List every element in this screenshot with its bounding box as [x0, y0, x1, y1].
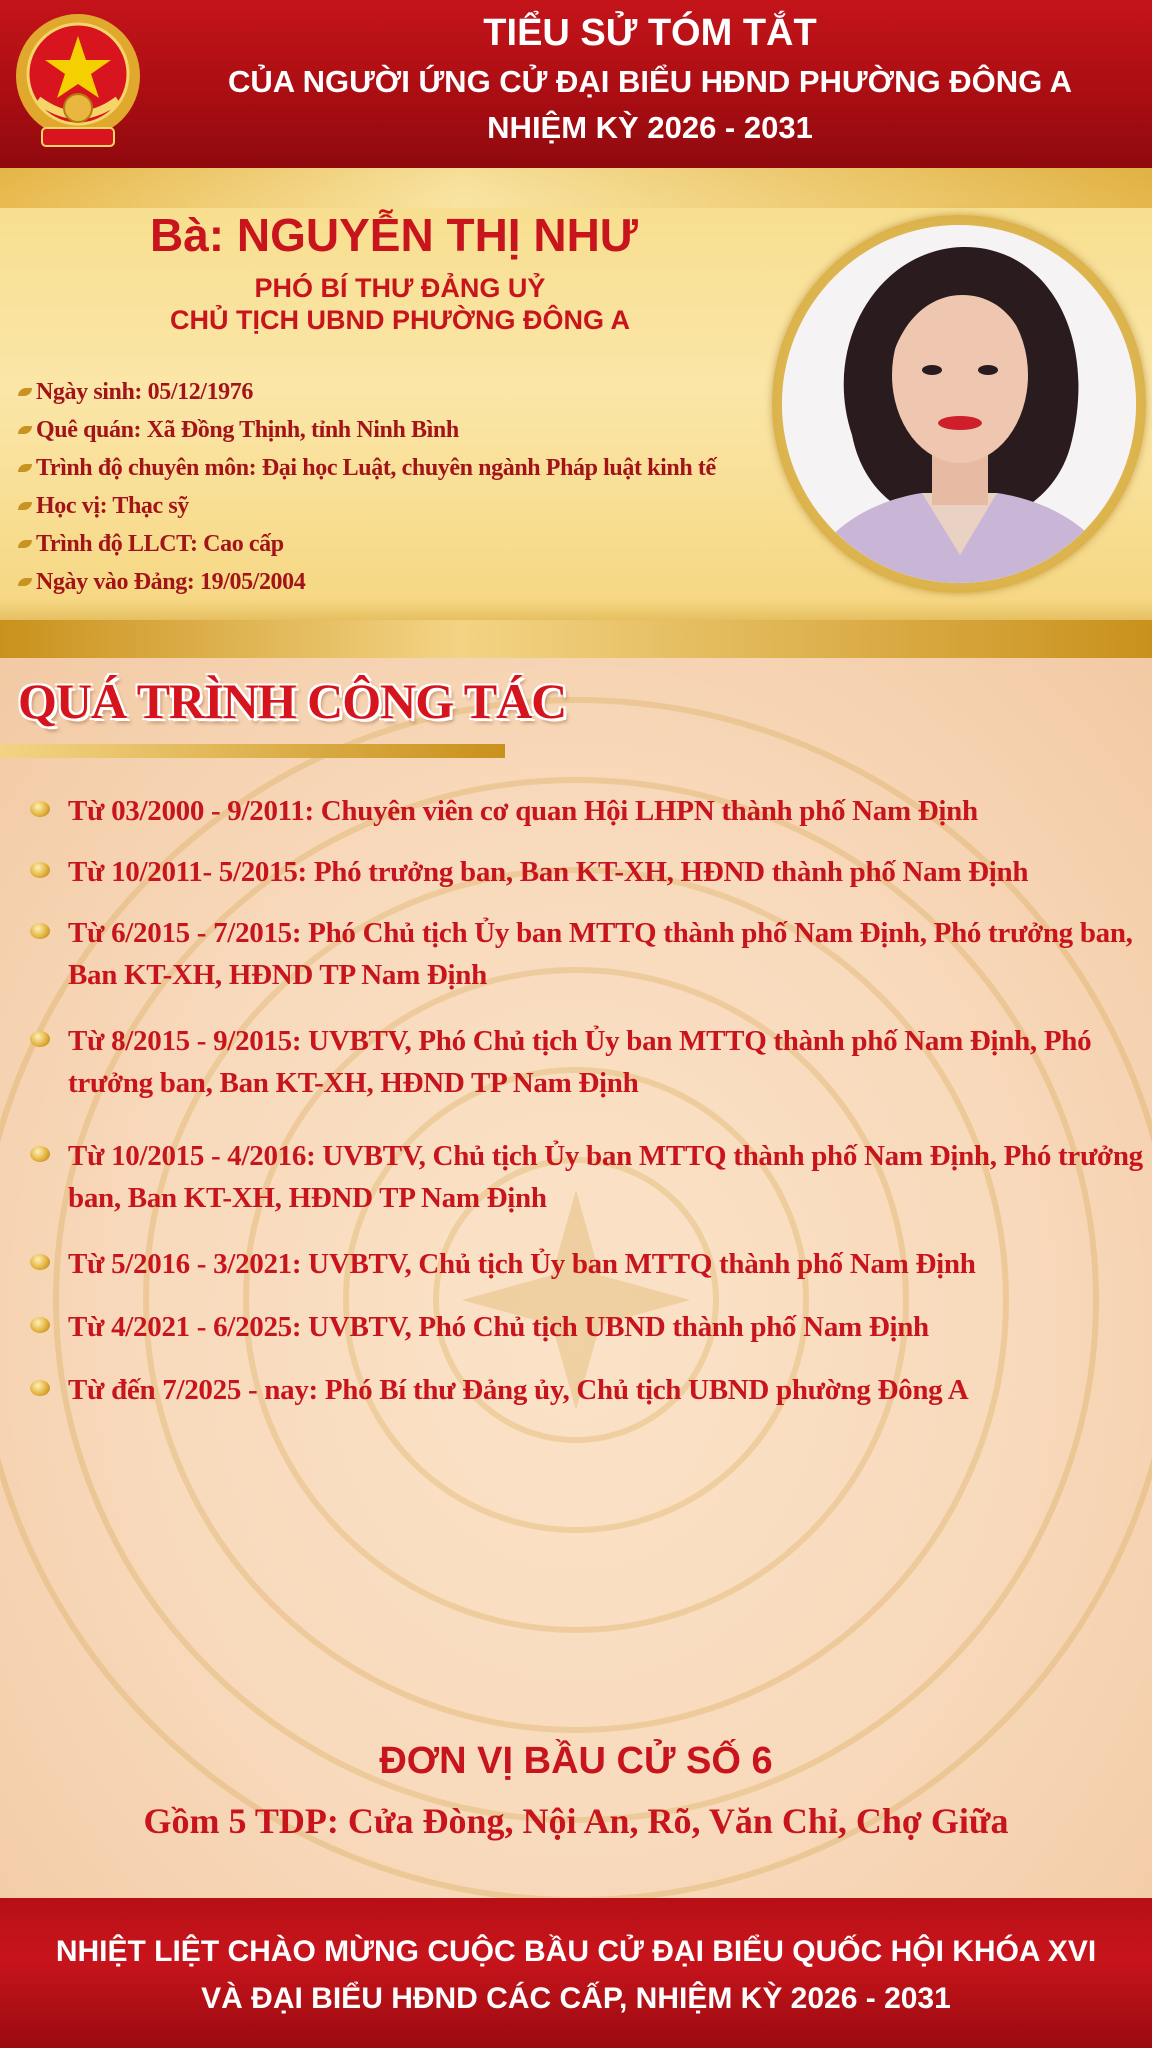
career-item: Từ 5/2016 - 3/2021: UVBTV, Chủ tịch Ủy ban MTTQ thành phố Nam Định [30, 1243, 1145, 1285]
gold-stripe-bottom [0, 620, 1152, 660]
person-title-1: PHÓ BÍ THƯ ĐẢNG UỶ [254, 273, 546, 303]
info-item-degree: Học vị: Thạc sỹ [18, 487, 778, 525]
gold-bullet-icon [30, 923, 50, 939]
career-item: Từ đến 7/2025 - nay: Phó Bí thư Đảng ủy, Chủ tịch UBND phường Đông A [30, 1369, 1145, 1411]
portrait-photo [782, 225, 1136, 583]
footer-line-1: NHIỆT LIỆT CHÀO MỪNG CUỘC BẦU CỬ ĐẠI BIỂU QUỐC HỘI KHÓA XVI [55, 1935, 1097, 1968]
career-item: Từ 10/2015 - 4/2016: UVBTV, Chủ tịch Ủy ban MTTQ thành phố Nam Định, Phó trưởng ban, Ban KT-XH, HĐND TP Nam Định [30, 1135, 1145, 1219]
national-emblem-icon [8, 10, 148, 160]
district-title: ĐƠN VỊ BẦU CỬ SỐ 6 [379, 1740, 773, 1782]
career-item: Từ 03/2000 - 9/2011: Chuyên viên cơ quan Hội LHPN thành phố Nam Định [30, 790, 1145, 832]
info-item-party-date: Ngày vào Đảng: 19/05/2004 [18, 563, 778, 601]
person-title-2: CHỦ TỊCH UBND PHƯỜNG ĐÔNG A [170, 305, 630, 335]
info-item-education: Trình độ chuyên môn: Đại học Luật, chuyên ngành Pháp luật kinh tế [18, 449, 778, 487]
info-item-hometown: Quê quán: Xã Đồng Thịnh, tỉnh Ninh Bình [18, 411, 778, 449]
section-underline [0, 744, 505, 758]
career-item: Từ 8/2015 - 9/2015: UVBTV, Phó Chủ tịch Ủy ban MTTQ thành phố Nam Định, Phó trưởng ban, Ban KT-XH, HĐND TP Nam Định [30, 1020, 1145, 1104]
gold-bullet-icon [30, 1380, 50, 1396]
gold-bullet-icon [30, 1031, 50, 1047]
gold-bullet-icon [30, 862, 50, 878]
bronze-drum-pattern-icon [0, 660, 1152, 1910]
career-item: Từ 10/2011- 5/2015: Phó trưởng ban, Ban KT-XH, HĐND thành phố Nam Định [30, 851, 1145, 893]
footer-banner [0, 1898, 1152, 2048]
career-section-title: QUÁ TRÌNH CÔNG TÁC [18, 673, 567, 729]
career-item: Từ 4/2021 - 6/2025: UVBTV, Phó Chủ tịch UBND thành phố Nam Định [30, 1306, 1145, 1348]
leaf-bullet-icon [18, 502, 32, 510]
header-subtitle: CỦA NGƯỜI ỨNG CỬ ĐẠI BIỂU HĐND PHƯỜNG ĐÔNG A [227, 64, 1073, 99]
leaf-bullet-icon [18, 426, 32, 434]
leaf-bullet-icon [18, 464, 32, 472]
leaf-bullet-icon [18, 578, 32, 586]
header-term: NHIỆM KỲ 2026 - 2031 [487, 110, 813, 145]
gold-bullet-icon [30, 801, 50, 817]
leaf-bullet-icon [18, 388, 32, 396]
district-description: Gồm 5 TDP: Cửa Đòng, Nội An, Rõ, Văn Chỉ, Chợ Giữa [143, 1801, 1009, 1841]
leaf-bullet-icon [18, 540, 32, 548]
info-item-birthdate: Ngày sinh: 05/12/1976 [18, 373, 778, 411]
gold-bullet-icon [30, 1254, 50, 1270]
gold-bullet-icon [30, 1146, 50, 1162]
gold-stripe-top [0, 168, 1152, 208]
footer-line-2: VÀ ĐẠI BIỂU HĐND CÁC CẤP, NHIỆM KỲ 2026 - 2031 [201, 1982, 951, 2015]
personal-info-list [18, 373, 778, 601]
career-item: Từ 6/2015 - 7/2015: Phó Chủ tịch Ủy ban MTTQ thành phố Nam Định, Phó trưởng ban, Ban KT-XH, HĐND TP Nam Định [30, 912, 1145, 996]
person-name: Bà: NGUYỄN THỊ NHƯ [150, 209, 638, 261]
gold-bullet-icon [30, 1317, 50, 1333]
portrait-silhouette-icon [782, 225, 1136, 583]
header-title: TIỂU SỬ TÓM TẮT [483, 12, 817, 54]
info-item-political-theory: Trình độ LLCT: Cao cấp [18, 525, 778, 563]
